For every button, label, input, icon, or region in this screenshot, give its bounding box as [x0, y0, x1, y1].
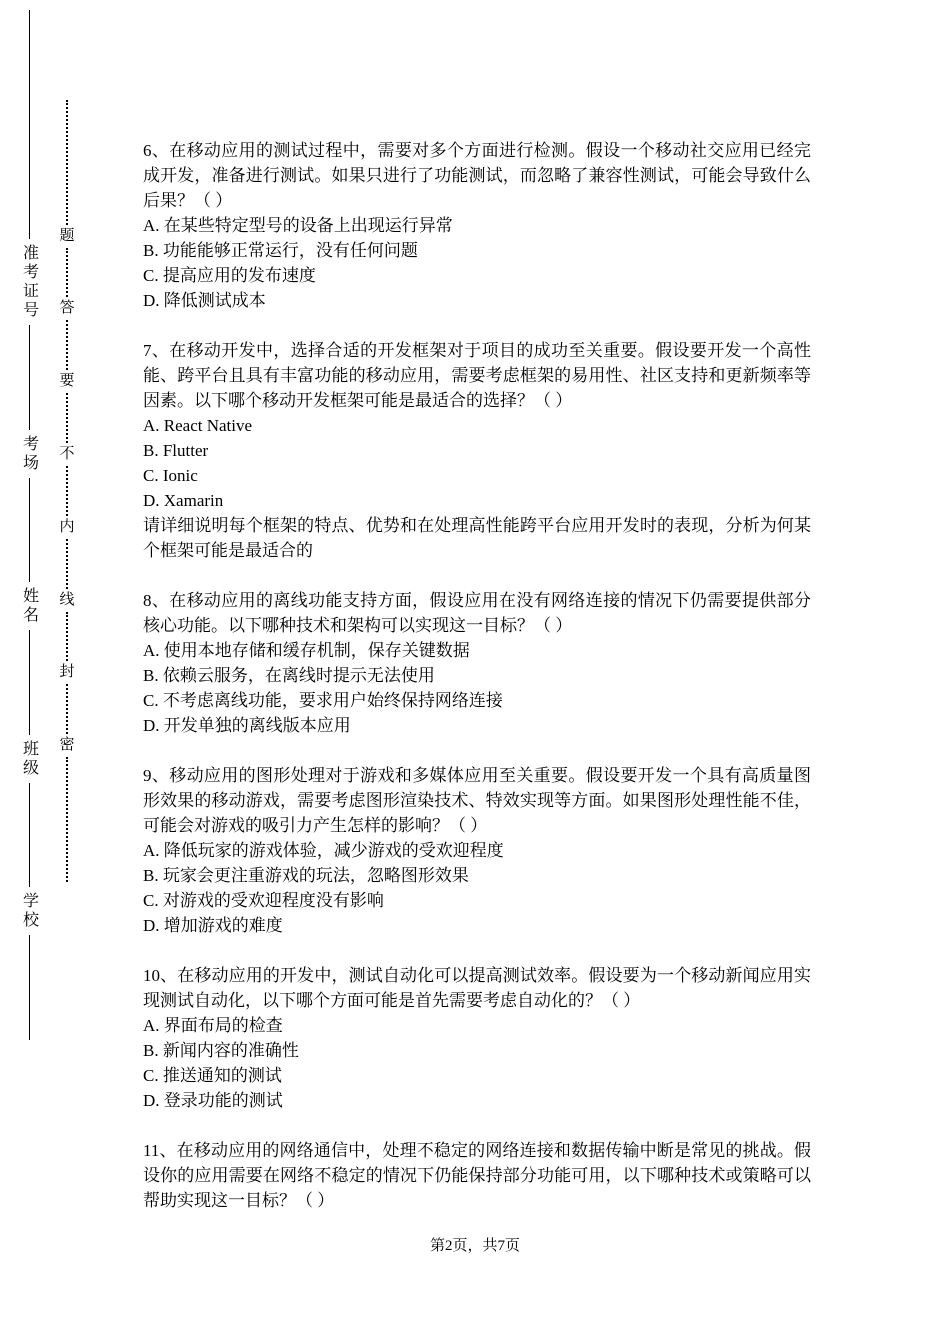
question-option: D. 登录功能的测试 [143, 1091, 283, 1110]
question-stem: 10、在移动应用的开发中，测试自动化可以提高测试效率。假设要为一个移动新闻应用实现测试自动化，以下哪个方面可能是首先需要考虑自动化的？（ ） [143, 966, 811, 1010]
question-option: B. Flutter [143, 441, 209, 460]
question-option: B. 功能能够正常运行，没有任何问题 [143, 241, 418, 260]
seal-dotted-segment [66, 684, 68, 734]
field-label: 班级 [20, 739, 38, 778]
question-option: B. 依赖云服务，在离线时提示无法使用 [143, 666, 435, 685]
question-option: D. 开发单独的离线版本应用 [143, 716, 351, 735]
blank-underline [29, 630, 30, 735]
question-stem: 7、在移动开发中，选择合适的开发框架对于项目的成功至关重要。假设要开发一个高性能、跨平台且具有丰富功能的移动应用，需要考虑框架的易用性、社区支持和更新频率等因素。以下哪个移动开发框架可能是最适合的选择？（ ） [143, 341, 811, 410]
seal-dotted-segment [66, 100, 68, 225]
question [143, 963, 811, 1113]
seal-char: 不 [59, 446, 75, 463]
page-footer: 第2页，共7页 [429, 1238, 520, 1254]
seal-dotted-segment [66, 393, 68, 443]
question-option: A. React Native [143, 416, 253, 435]
question-option: B. 新闻内容的准确性 [143, 1041, 299, 1060]
question-option: D. Xamarin [143, 491, 224, 510]
question-option: B. 玩家会更注重游戏的玩法，忽略图形效果 [143, 866, 469, 885]
blank-underline [29, 325, 30, 430]
question-option: A. 使用本地存储和缓存机制，保存关键数据 [143, 641, 470, 660]
seal-line-column [57, 100, 77, 882]
field-label: 准考证号 [20, 244, 38, 321]
field-label: 考场 [20, 434, 38, 473]
question-stem: 8、在移动应用的离线功能支持方面，假设应用在没有网络连接的情况下仍需要提供部分核心功能。以下哪种技术和架构可以实现这一目标？（ ） [143, 591, 811, 635]
seal-char: 要 [59, 373, 75, 390]
question [143, 763, 811, 938]
question-option: C. Ionic [143, 466, 198, 485]
seal-char: 答 [59, 300, 75, 317]
field-label: 姓名 [20, 587, 38, 626]
blank-underline [29, 935, 30, 1040]
question-option: C. 推送通知的测试 [143, 1066, 282, 1085]
question-stem: 6、在移动应用的测试过程中，需要对多个方面进行检测。假设一个移动社交应用已经完成开发，准备进行测试。如果只进行了功能测试，而忽略了兼容性测试，可能会导致什么后果？（ ） [143, 141, 811, 210]
seal-dotted-segment [66, 539, 68, 589]
question [143, 588, 811, 738]
seal-char: 题 [59, 227, 75, 244]
seal-dotted-segment [66, 320, 68, 370]
question-option: A. 降低玩家的游戏体验，减少游戏的受欢迎程度 [143, 841, 504, 860]
seal-char: 内 [59, 518, 75, 535]
blank-underline [29, 478, 30, 583]
question-option: C. 不考虑离线功能，要求用户始终保持网络连接 [143, 691, 503, 710]
question-option: A. 在某些特定型号的设备上出现运行异常 [143, 216, 453, 235]
question [143, 138, 811, 313]
question [143, 338, 811, 563]
blank-underline [29, 783, 30, 888]
margin-fields-column [18, 10, 40, 1040]
field-label: 学校 [20, 892, 38, 931]
seal-dotted-segment [66, 248, 68, 298]
question-option: C. 对游戏的受欢迎程度没有影响 [143, 891, 384, 910]
seal-dotted-segment [66, 466, 68, 516]
question-list [143, 138, 811, 1238]
blank-underline [29, 10, 30, 239]
seal-char: 封 [59, 664, 75, 681]
question [143, 1138, 811, 1213]
question-note: 请详细说明每个框架的特点、优势和在处理高性能跨平台应用开发时的表现，分析为何某个框架可能是最适合的 [143, 516, 811, 560]
seal-dotted-segment [66, 612, 68, 662]
question-stem: 9、移动应用的图形处理对于游戏和多媒体应用至关重要。假设要开发一个具有高质量图形效果的移动游戏，需要考虑图形渲染技术、特效实现等方面。如果图形处理性能不佳，可能会对游戏的吸引力产生怎样的影响？（ ） [143, 766, 811, 835]
question-stem: 11、在移动应用的网络通信中，处理不稳定的网络连接和数据传输中断是常见的挑战。假设你的应用需要在网络不稳定的情况下仍能保持部分功能可用，以下哪种技术或策略可以帮助实现这一目标？（ ） [143, 1141, 811, 1210]
question-option: A. 界面布局的检查 [143, 1016, 283, 1035]
seal-char: 密 [59, 737, 75, 754]
question-option: C. 提高应用的发布速度 [143, 266, 316, 285]
question-option: D. 降低测试成本 [143, 291, 266, 310]
seal-char: 线 [59, 591, 75, 608]
seal-dotted-segment [66, 757, 68, 882]
question-option: D. 增加游戏的难度 [143, 916, 283, 935]
